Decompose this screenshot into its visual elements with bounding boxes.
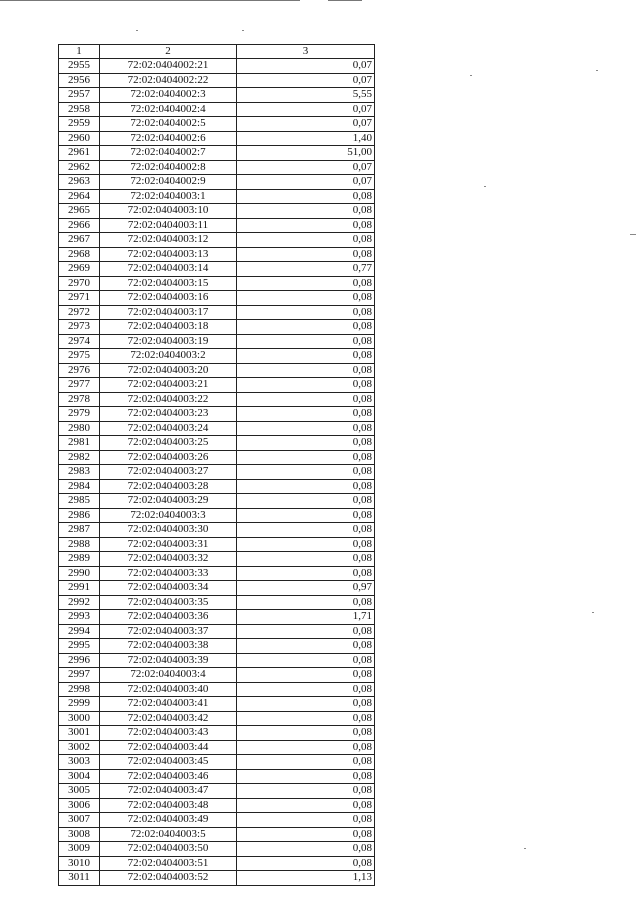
area-value: 0,08 xyxy=(237,784,375,799)
area-value: 0,08 xyxy=(237,726,375,741)
cadastral-number: 72:02:0404003:43 xyxy=(100,726,237,741)
row-number: 2978 xyxy=(59,392,100,407)
area-value: 0,07 xyxy=(237,59,375,74)
table-row xyxy=(59,262,375,277)
cadastral-number: 72:02:0404002:5 xyxy=(100,117,237,132)
table-row xyxy=(59,59,375,74)
row-number: 2996 xyxy=(59,653,100,668)
row-number: 2957 xyxy=(59,88,100,103)
row-number: 2966 xyxy=(59,218,100,233)
row-number: 3008 xyxy=(59,827,100,842)
row-number: 2974 xyxy=(59,334,100,349)
cadastral-number: 72:02:0404002:9 xyxy=(100,175,237,190)
row-number: 2967 xyxy=(59,233,100,248)
row-number: 3011 xyxy=(59,871,100,886)
cadastral-number: 72:02:0404003:29 xyxy=(100,494,237,509)
area-value: 0,08 xyxy=(237,668,375,683)
area-value: 0,08 xyxy=(237,798,375,813)
row-number: 3010 xyxy=(59,856,100,871)
table-row xyxy=(59,204,375,219)
row-number: 2973 xyxy=(59,320,100,335)
cadastral-number: 72:02:0404003:12 xyxy=(100,233,237,248)
area-value: 0,08 xyxy=(237,494,375,509)
cadastral-number: 72:02:0404003:4 xyxy=(100,668,237,683)
cadastral-number: 72:02:0404003:32 xyxy=(100,552,237,567)
area-value: 0,08 xyxy=(237,711,375,726)
cadastral-number: 72:02:0404003:5 xyxy=(100,827,237,842)
cadastral-number: 72:02:0404002:21 xyxy=(100,59,237,74)
area-value: 0,08 xyxy=(237,740,375,755)
table-row xyxy=(59,73,375,88)
table-row xyxy=(59,407,375,422)
table-row xyxy=(59,349,375,364)
table-row xyxy=(59,494,375,509)
table-row xyxy=(59,334,375,349)
table-row xyxy=(59,871,375,886)
cadastral-number: 72:02:0404003:36 xyxy=(100,610,237,625)
area-value: 0,08 xyxy=(237,436,375,451)
table-row xyxy=(59,131,375,146)
table-row xyxy=(59,552,375,567)
row-number: 2997 xyxy=(59,668,100,683)
table-row xyxy=(59,784,375,799)
area-value: 0,08 xyxy=(237,813,375,828)
area-value: 0,08 xyxy=(237,595,375,610)
row-number: 2991 xyxy=(59,581,100,596)
cadastral-number: 72:02:0404003:17 xyxy=(100,305,237,320)
area-value: 0,07 xyxy=(237,175,375,190)
column-header: 3 xyxy=(237,45,375,59)
table-row xyxy=(59,436,375,451)
area-value: 0,08 xyxy=(237,842,375,857)
area-value: 0,08 xyxy=(237,856,375,871)
area-value: 0,08 xyxy=(237,639,375,654)
header-row xyxy=(59,45,375,59)
cadastral-number: 72:02:0404003:33 xyxy=(100,566,237,581)
row-number: 2998 xyxy=(59,682,100,697)
row-number: 2956 xyxy=(59,73,100,88)
area-value: 0,08 xyxy=(237,291,375,306)
table-row xyxy=(59,392,375,407)
cadastral-number: 72:02:0404003:48 xyxy=(100,798,237,813)
row-number: 3002 xyxy=(59,740,100,755)
table-row xyxy=(59,276,375,291)
cadastral-number: 72:02:0404003:30 xyxy=(100,523,237,538)
area-value: 0,08 xyxy=(237,523,375,538)
table-row xyxy=(59,175,375,190)
cadastral-number: 72:02:0404003:47 xyxy=(100,784,237,799)
table-row xyxy=(59,378,375,393)
row-number: 3001 xyxy=(59,726,100,741)
table-row xyxy=(59,233,375,248)
row-number: 2987 xyxy=(59,523,100,538)
cadastral-number: 72:02:0404003:2 xyxy=(100,349,237,364)
cadastral-number: 72:02:0404003:34 xyxy=(100,581,237,596)
row-number: 2985 xyxy=(59,494,100,509)
row-number: 2990 xyxy=(59,566,100,581)
table-row xyxy=(59,508,375,523)
table-row xyxy=(59,421,375,436)
row-number: 2965 xyxy=(59,204,100,219)
table-row xyxy=(59,697,375,712)
table-row xyxy=(59,668,375,683)
cadastral-number: 72:02:0404002:7 xyxy=(100,146,237,161)
scan-speck xyxy=(136,30,138,31)
row-number: 2960 xyxy=(59,131,100,146)
row-number: 2984 xyxy=(59,479,100,494)
area-value: 5,55 xyxy=(237,88,375,103)
table-row xyxy=(59,305,375,320)
table-row xyxy=(59,595,375,610)
area-value: 1,40 xyxy=(237,131,375,146)
area-value: 0,08 xyxy=(237,233,375,248)
table-row xyxy=(59,160,375,175)
area-value: 0,08 xyxy=(237,827,375,842)
row-number: 3005 xyxy=(59,784,100,799)
area-value: 0,08 xyxy=(237,378,375,393)
cadastral-number: 72:02:0404003:19 xyxy=(100,334,237,349)
area-value: 0,08 xyxy=(237,218,375,233)
row-number: 2993 xyxy=(59,610,100,625)
area-value: 0,07 xyxy=(237,160,375,175)
table-row xyxy=(59,523,375,538)
table-row xyxy=(59,711,375,726)
table-row xyxy=(59,769,375,784)
row-number: 3003 xyxy=(59,755,100,770)
cadastral-number: 72:02:0404003:44 xyxy=(100,740,237,755)
cadastral-number: 72:02:0404003:16 xyxy=(100,291,237,306)
row-number: 2958 xyxy=(59,102,100,117)
cadastral-number: 72:02:0404003:15 xyxy=(100,276,237,291)
area-value: 0,08 xyxy=(237,479,375,494)
table-row xyxy=(59,465,375,480)
table-row xyxy=(59,117,375,132)
row-number: 3004 xyxy=(59,769,100,784)
area-value: 0,08 xyxy=(237,769,375,784)
area-value: 0,08 xyxy=(237,653,375,668)
cadastral-number: 72:02:0404003:31 xyxy=(100,537,237,552)
cadastral-number: 72:02:0404002:22 xyxy=(100,73,237,88)
cadastral-number: 72:02:0404003:1 xyxy=(100,189,237,204)
row-number: 2999 xyxy=(59,697,100,712)
table-row xyxy=(59,450,375,465)
cadastral-number: 72:02:0404003:21 xyxy=(100,378,237,393)
area-value: 0,08 xyxy=(237,204,375,219)
area-value: 0,08 xyxy=(237,334,375,349)
table-row xyxy=(59,610,375,625)
row-number: 2980 xyxy=(59,421,100,436)
area-value: 0,07 xyxy=(237,102,375,117)
row-number: 2992 xyxy=(59,595,100,610)
area-value: 0,08 xyxy=(237,624,375,639)
area-value: 0,07 xyxy=(237,117,375,132)
area-value: 0,08 xyxy=(237,305,375,320)
cadastral-number: 72:02:0404003:49 xyxy=(100,813,237,828)
column-header: 1 xyxy=(59,45,100,59)
row-number: 2986 xyxy=(59,508,100,523)
row-number: 2981 xyxy=(59,436,100,451)
cadastral-number: 72:02:0404003:42 xyxy=(100,711,237,726)
area-value: 0,08 xyxy=(237,247,375,262)
cadastral-number: 72:02:0404002:4 xyxy=(100,102,237,117)
area-value: 0,08 xyxy=(237,537,375,552)
cadastral-number: 72:02:0404003:26 xyxy=(100,450,237,465)
table-row xyxy=(59,653,375,668)
area-value: 0,08 xyxy=(237,682,375,697)
row-number: 2995 xyxy=(59,639,100,654)
cadastral-number: 72:02:0404003:20 xyxy=(100,363,237,378)
row-number: 2969 xyxy=(59,262,100,277)
table-row xyxy=(59,624,375,639)
table-row xyxy=(59,189,375,204)
table-row xyxy=(59,102,375,117)
area-value: 0,08 xyxy=(237,407,375,422)
area-value: 0,08 xyxy=(237,392,375,407)
cadastral-number: 72:02:0404003:50 xyxy=(100,842,237,857)
table-row xyxy=(59,247,375,262)
cadastral-number: 72:02:0404003:23 xyxy=(100,407,237,422)
scan-speck xyxy=(592,612,594,613)
row-number: 3009 xyxy=(59,842,100,857)
cadastral-number: 72:02:0404003:37 xyxy=(100,624,237,639)
column-header: 2 xyxy=(100,45,237,59)
row-number: 2971 xyxy=(59,291,100,306)
cadastral-number: 72:02:0404002:3 xyxy=(100,88,237,103)
area-value: 51,00 xyxy=(237,146,375,161)
row-number: 2964 xyxy=(59,189,100,204)
row-number: 2994 xyxy=(59,624,100,639)
scan-speck xyxy=(484,186,486,187)
row-number: 3000 xyxy=(59,711,100,726)
scan-speck xyxy=(524,848,526,849)
table-row xyxy=(59,88,375,103)
area-value: 0,08 xyxy=(237,508,375,523)
area-value: 0,08 xyxy=(237,349,375,364)
cadastral-number: 72:02:0404003:24 xyxy=(100,421,237,436)
area-value: 0,77 xyxy=(237,262,375,277)
cadastral-number: 72:02:0404003:18 xyxy=(100,320,237,335)
row-number: 2975 xyxy=(59,349,100,364)
scan-speck xyxy=(242,30,244,31)
row-number: 2977 xyxy=(59,378,100,393)
table-row xyxy=(59,291,375,306)
cadastral-number: 72:02:0404003:25 xyxy=(100,436,237,451)
cadastral-number: 72:02:0404003:51 xyxy=(100,856,237,871)
table-row xyxy=(59,566,375,581)
cadastral-number: 72:02:0404003:13 xyxy=(100,247,237,262)
cadastral-number: 72:02:0404003:38 xyxy=(100,639,237,654)
row-number: 2955 xyxy=(59,59,100,74)
area-value: 0,08 xyxy=(237,552,375,567)
area-value: 0,08 xyxy=(237,320,375,335)
row-number: 2979 xyxy=(59,407,100,422)
cadastral-number: 72:02:0404003:14 xyxy=(100,262,237,277)
scan-speck xyxy=(596,70,598,71)
row-number: 2982 xyxy=(59,450,100,465)
land-plot-table xyxy=(58,44,375,886)
cadastral-number: 72:02:0404003:27 xyxy=(100,465,237,480)
row-number: 2959 xyxy=(59,117,100,132)
area-value: 1,71 xyxy=(237,610,375,625)
cadastral-number: 72:02:0404003:52 xyxy=(100,871,237,886)
table-row xyxy=(59,755,375,770)
cadastral-number: 72:02:0404003:35 xyxy=(100,595,237,610)
cadastral-number: 72:02:0404003:45 xyxy=(100,755,237,770)
row-number: 2972 xyxy=(59,305,100,320)
row-number: 2962 xyxy=(59,160,100,175)
area-value: 0,97 xyxy=(237,581,375,596)
area-value: 0,08 xyxy=(237,276,375,291)
table-row xyxy=(59,146,375,161)
table-row xyxy=(59,581,375,596)
cadastral-number: 72:02:0404003:39 xyxy=(100,653,237,668)
cadastral-number: 72:02:0404003:10 xyxy=(100,204,237,219)
area-value: 0,08 xyxy=(237,566,375,581)
table-row xyxy=(59,726,375,741)
area-value: 1,13 xyxy=(237,871,375,886)
table-row xyxy=(59,639,375,654)
table-row xyxy=(59,320,375,335)
area-value: 0,08 xyxy=(237,755,375,770)
area-value: 0,08 xyxy=(237,450,375,465)
table-row xyxy=(59,813,375,828)
table-row xyxy=(59,827,375,842)
cadastral-number: 72:02:0404003:3 xyxy=(100,508,237,523)
area-value: 0,08 xyxy=(237,421,375,436)
scan-top-line xyxy=(0,0,300,1)
cadastral-number: 72:02:0404003:28 xyxy=(100,479,237,494)
scan-speck xyxy=(630,234,636,235)
row-number: 2970 xyxy=(59,276,100,291)
row-number: 2976 xyxy=(59,363,100,378)
table-row xyxy=(59,798,375,813)
table-row xyxy=(59,856,375,871)
table-row xyxy=(59,682,375,697)
row-number: 2963 xyxy=(59,175,100,190)
table-row xyxy=(59,479,375,494)
table-row xyxy=(59,842,375,857)
table-row xyxy=(59,740,375,755)
cadastral-number: 72:02:0404003:22 xyxy=(100,392,237,407)
table-row xyxy=(59,218,375,233)
row-number: 2961 xyxy=(59,146,100,161)
scan-top-line-short xyxy=(328,0,362,1)
row-number: 3006 xyxy=(59,798,100,813)
scan-speck xyxy=(470,75,472,76)
area-value: 0,08 xyxy=(237,697,375,712)
area-value: 0,08 xyxy=(237,363,375,378)
row-number: 3007 xyxy=(59,813,100,828)
cadastral-number: 72:02:0404002:8 xyxy=(100,160,237,175)
row-number: 2988 xyxy=(59,537,100,552)
row-number: 2968 xyxy=(59,247,100,262)
cadastral-number: 72:02:0404003:46 xyxy=(100,769,237,784)
row-number: 2989 xyxy=(59,552,100,567)
area-value: 0,08 xyxy=(237,465,375,480)
cadastral-number: 72:02:0404002:6 xyxy=(100,131,237,146)
area-value: 0,08 xyxy=(237,189,375,204)
cadastral-number: 72:02:0404003:11 xyxy=(100,218,237,233)
row-number: 2983 xyxy=(59,465,100,480)
cadastral-number: 72:02:0404003:40 xyxy=(100,682,237,697)
table-row xyxy=(59,363,375,378)
cadastral-number: 72:02:0404003:41 xyxy=(100,697,237,712)
area-value: 0,07 xyxy=(237,73,375,88)
table-row xyxy=(59,537,375,552)
